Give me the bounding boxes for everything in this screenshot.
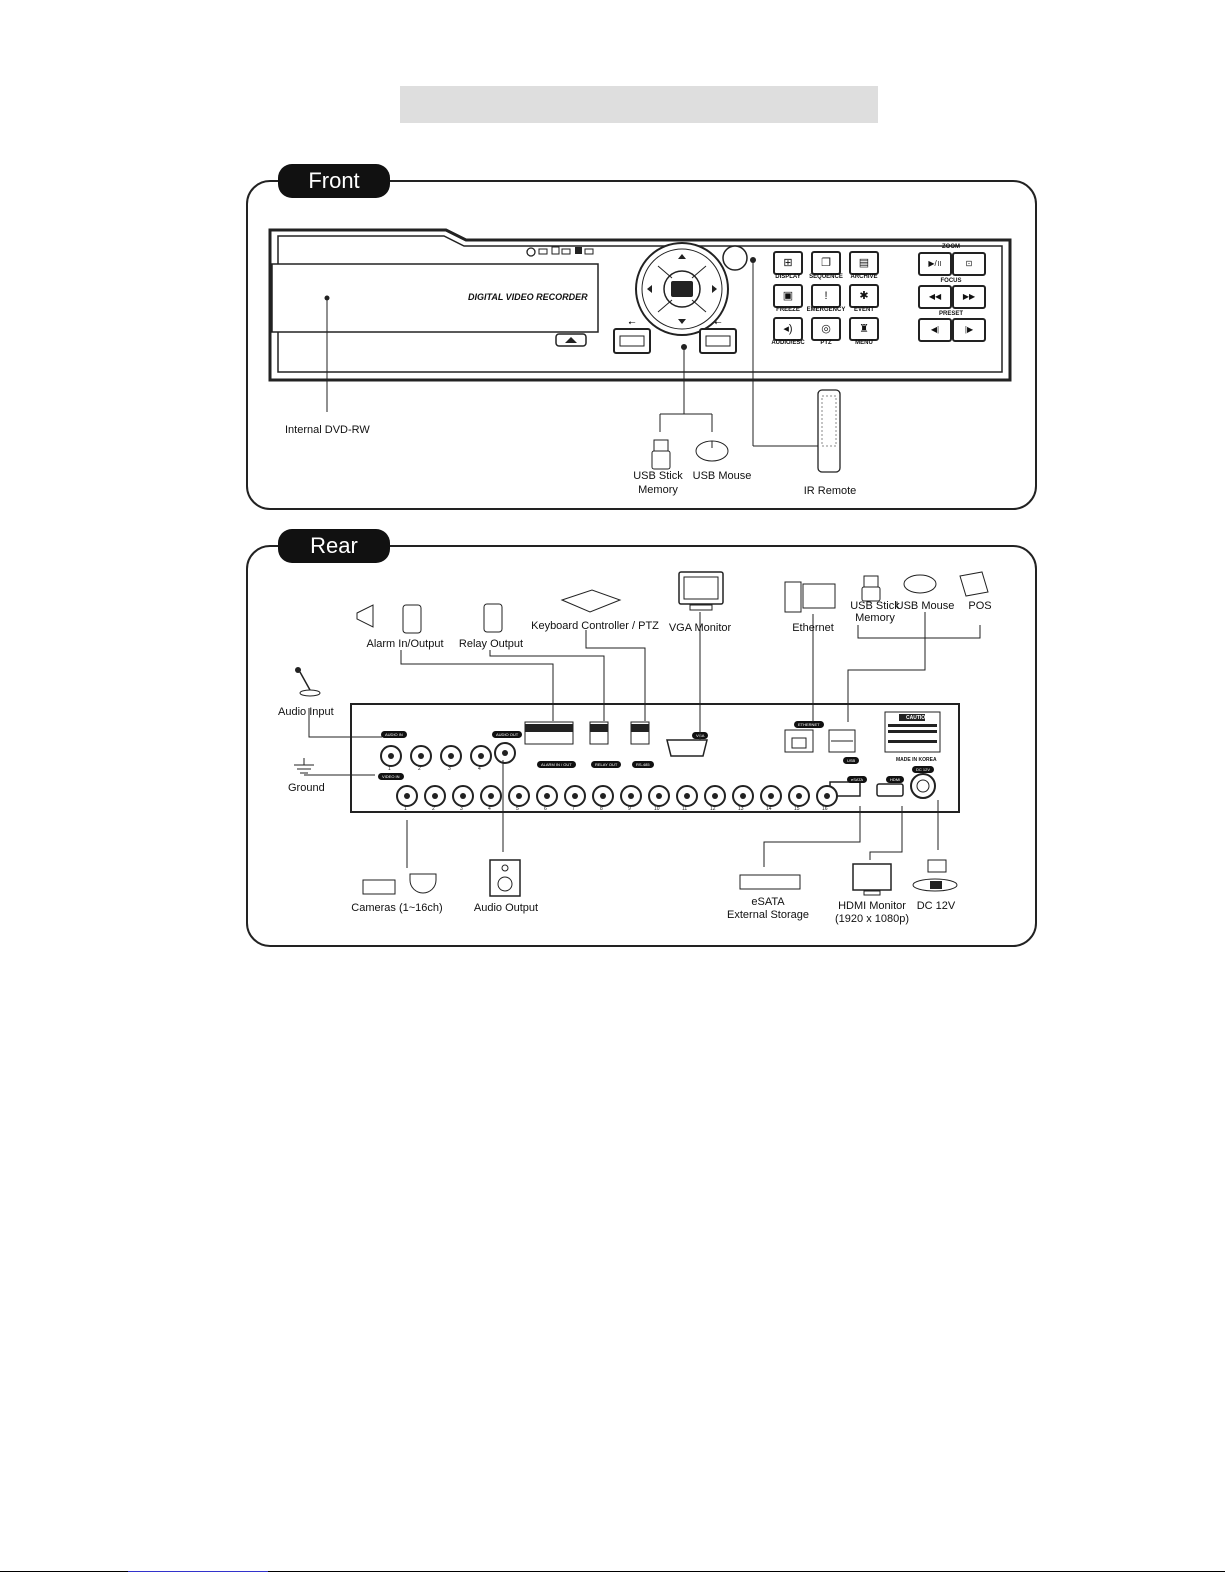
audio-in-panel-label: AUDIO IN [381, 731, 407, 738]
channel-13: 13 [738, 806, 744, 812]
preset-prev-button[interactable]: ◀| [918, 318, 952, 342]
channel-12: 12 [710, 806, 716, 812]
channel-14: 14 [766, 806, 772, 812]
ethernet-panel-label: ETHERNET [794, 721, 824, 728]
focus-label: FOCUS [940, 278, 962, 284]
channel-11: 11 [682, 806, 688, 812]
keyboard-callout: Keyboard Controller / PTZ [531, 620, 659, 632]
freeze-label: FREEZE [776, 307, 800, 313]
audio-esc-label: AUDIO/ESC [771, 340, 805, 346]
dvd-callout: Internal DVD-RW [285, 424, 370, 436]
dvr-brand-label: DIGITAL VIDEO RECORDER [468, 292, 588, 302]
focus-forward-button[interactable]: ▶▶ [952, 285, 986, 309]
channel-5: 5 [516, 806, 519, 812]
channel-7: 7 [572, 806, 575, 812]
audio-output-callout: Audio Output [473, 902, 539, 914]
ptz-button[interactable]: ◎ [811, 317, 841, 341]
relay-out-panel-label: RELAY OUT [591, 761, 621, 768]
channel-16: 16 [822, 806, 828, 812]
zoom-right-button[interactable]: ⊡ [952, 252, 986, 276]
video-in-panel-label: VIDEO IN [378, 773, 404, 780]
event-label: EVENT [853, 307, 874, 313]
preset-next-button[interactable]: |▶ [952, 318, 986, 342]
focus-rewind-button[interactable]: ◀◀ [918, 285, 952, 309]
event-button[interactable]: ✱ [849, 284, 879, 308]
channel-4: 4 [488, 806, 491, 812]
vga-callout: VGA Monitor [668, 622, 732, 634]
audio-input-callout: Audio Input [278, 706, 334, 718]
front-tab: Front [278, 164, 390, 198]
display-button[interactable]: ⊞ [773, 251, 803, 275]
vga-panel-label: VGA [692, 732, 708, 739]
rear-usb-mouse-callout: USB Mouse [895, 600, 955, 612]
audio-esc-button[interactable]: ◂) [773, 317, 803, 341]
hdmi-callout: HDMI Monitor [838, 900, 906, 912]
pos-callout: POS [968, 600, 992, 612]
rear-usb-stick-callout: USB Stick [850, 600, 900, 612]
channel-2: 2 [432, 806, 435, 812]
made-in-label: MADE IN KOREA [896, 757, 937, 763]
freeze-button[interactable]: ▣ [773, 284, 803, 308]
ptz-label: PTZ [820, 340, 832, 346]
esata-callout: eSATA [751, 896, 785, 908]
rear-usb-stick-callout-2: Memory [855, 612, 895, 624]
emergency-label: EMERGENCY [806, 307, 846, 313]
hdmi-panel-label: HDMI [886, 776, 904, 783]
channel-6: 6 [544, 806, 547, 812]
alarm-callout: Alarm In/Output [366, 638, 444, 650]
svg-text:⭠: ⭠ [714, 318, 722, 328]
channel-10: 10 [654, 806, 660, 812]
display-label: DISPLAY [775, 274, 801, 280]
menu-button[interactable]: ♜ [849, 317, 879, 341]
ethernet-callout: Ethernet [792, 622, 834, 634]
ir-remote-callout: IR Remote [803, 485, 857, 497]
hdmi-callout-2: (1920 x 1080p) [835, 913, 909, 925]
dc-callout: DC 12V [916, 900, 956, 912]
footnote-link[interactable] [128, 1571, 268, 1572]
dc-panel-label: DC 12V [912, 766, 934, 773]
audio-ch-4: 4 [478, 766, 481, 772]
audio-ch-2: 2 [418, 766, 421, 772]
channel-9: 9 [628, 806, 631, 812]
audio-out-panel-label: AUDIO OUT [492, 731, 522, 738]
relay-callout: Relay Output [458, 638, 524, 650]
audio-ch-3: 3 [448, 766, 451, 772]
channel-3: 3 [460, 806, 463, 812]
usb-mouse-callout: USB Mouse [692, 470, 752, 482]
esata-callout-2: External Storage [727, 909, 809, 921]
cameras-callout: Cameras (1~16ch) [351, 902, 443, 914]
channel-15: 15 [794, 806, 800, 812]
archive-label: ARCHIVE [850, 274, 878, 280]
svg-text:⭠: ⭠ [628, 318, 636, 328]
preset-label: PRESET [938, 311, 963, 317]
audio-ch-1: 1 [388, 766, 391, 772]
menu-label: MENU [855, 340, 873, 346]
ground-callout: Ground [288, 782, 325, 794]
esata-panel-label: eSATA [847, 776, 867, 783]
sequence-button[interactable]: ❐ [811, 251, 841, 275]
zoom-label: ZOOM [942, 244, 960, 250]
emergency-button[interactable]: ! [811, 284, 841, 308]
sequence-label: SEQUENCE [809, 274, 843, 280]
caution-label: CAUTION [906, 715, 929, 721]
usb-panel-label: USB [843, 757, 859, 764]
rear-tab: Rear [278, 529, 390, 563]
channel-1: 1 [404, 806, 407, 812]
zoom-play-button[interactable]: ▶/॥ [918, 252, 952, 276]
archive-button[interactable]: ▤ [849, 251, 879, 275]
usb-stick-callout: USB Stick [633, 470, 683, 482]
alarm-io-panel-label: ALARM IN / OUT [537, 761, 576, 768]
rs485-panel-label: RS-485 [632, 761, 654, 768]
channel-8: 8 [600, 806, 603, 812]
usb-stick-callout-2: Memory [638, 484, 678, 496]
